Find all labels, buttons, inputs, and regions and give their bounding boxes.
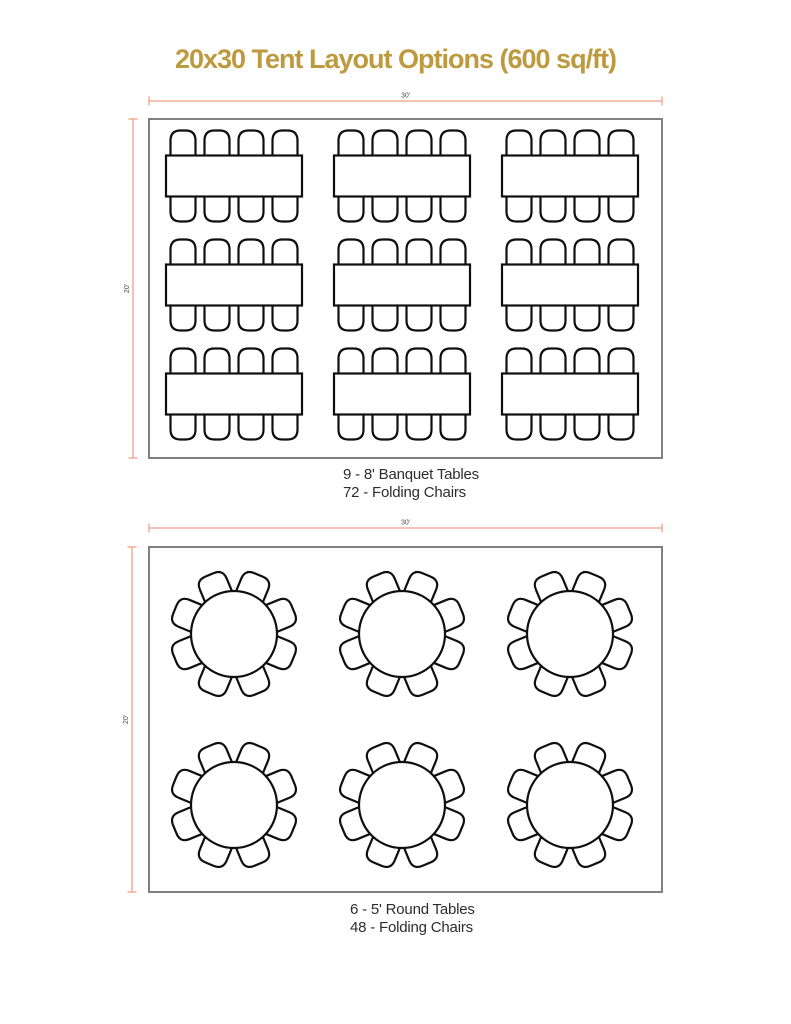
- height-dimension: [123, 547, 137, 892]
- round-table: [527, 591, 613, 677]
- round-table: [191, 762, 277, 848]
- banquet-table: [502, 156, 638, 197]
- banquet-table: [502, 265, 638, 306]
- round-chair-count-label: 48 - Folding Chairs: [350, 919, 473, 936]
- banquet-table: [166, 156, 302, 197]
- banquet-table: [334, 265, 470, 306]
- banquet-table: [334, 156, 470, 197]
- round-table: [191, 591, 277, 677]
- banquet-layout-caption: [343, 466, 479, 502]
- banquet-table: [166, 265, 302, 306]
- round-table-count-label: 6 - 5' Round Tables: [350, 901, 475, 918]
- round-table: [359, 591, 445, 677]
- banquet-table-count-label: 9 - 8' Banquet Tables: [343, 466, 479, 483]
- width-dimension-label: 30': [400, 519, 411, 527]
- height-dimension-label: 20': [124, 283, 131, 294]
- banquet-chair-count-label: 72 - Folding Chairs: [343, 484, 466, 501]
- width-dimension-label: 30': [400, 92, 411, 100]
- banquet-table: [334, 374, 470, 415]
- height-dimension-label: 20': [123, 714, 130, 725]
- round-layout-caption: [350, 901, 475, 937]
- round-table: [359, 762, 445, 848]
- width-dimension: [149, 520, 662, 533]
- width-dimension: [149, 93, 662, 106]
- banquet-table: [166, 374, 302, 415]
- round-table: [527, 762, 613, 848]
- banquet-table: [502, 374, 638, 415]
- banquet-tables-layout: [124, 93, 662, 459]
- height-dimension: [124, 119, 138, 458]
- round-tables-layout: [123, 520, 662, 893]
- page-title: 20x30 Tent Layout Options (600 sq/ft): [174, 44, 617, 74]
